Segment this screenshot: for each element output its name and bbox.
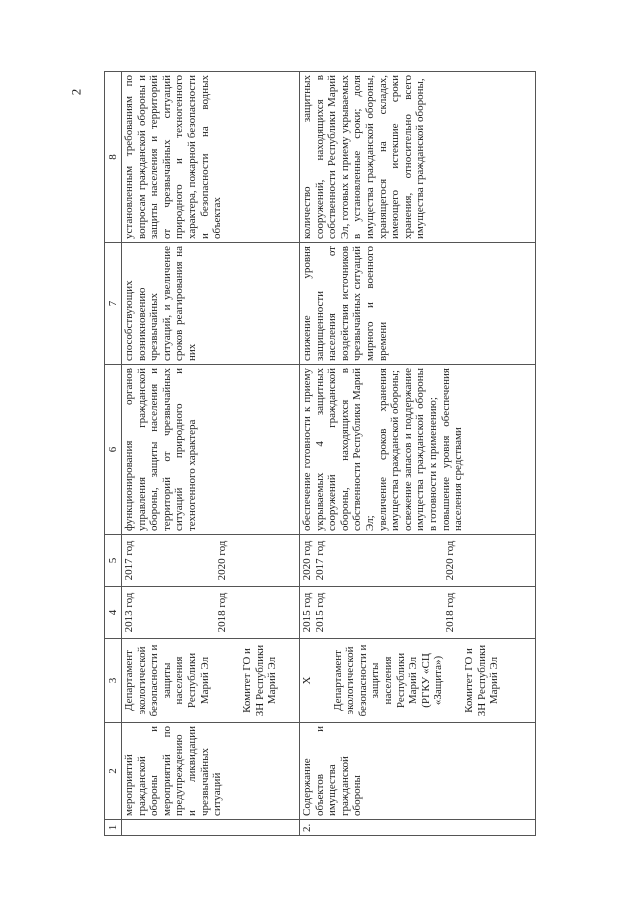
result-line: увеличение сроков хранения имущества гражданской обороны; — [376, 368, 402, 531]
rotated-table-container — [104, 72, 536, 836]
executors-cell — [300, 639, 536, 723]
program-table — [104, 71, 536, 836]
start-year: 2018 год — [444, 592, 457, 633]
column-header: 1 — [105, 820, 122, 836]
measure-name: мероприятий гражданской обороны и мероприятий по предупреждению и ликвидации чрезвычайных ситуаций — [122, 723, 300, 820]
end-year: 2017 год — [123, 540, 135, 581]
column-header: 8 — [105, 72, 122, 243]
start-year-cell — [300, 587, 536, 639]
page-number: 2 — [68, 88, 84, 96]
result-line: обеспечение готовности к приему укрываемых 4 защитных сооружений гражданской обороны, находящихся в собственности Республики Марий Эл; — [301, 368, 376, 531]
consequences: способствующих возникновению чрезвычайных ситуаций, и увеличение сроков реагирования на них — [122, 243, 300, 365]
executor: Х — [301, 676, 313, 685]
executor: Комитет ГО и ЗН Республики Марий Эл — [462, 644, 501, 717]
column-header: 2 — [105, 723, 122, 820]
end-year: 2020 год — [444, 540, 457, 581]
row-number: 2. — [300, 820, 536, 836]
executor: Комитет ГО и ЗН Республики Марий Эл — [241, 644, 279, 717]
column-header: 7 — [105, 243, 122, 365]
end-year: 2020 год — [215, 540, 228, 581]
executors-cell — [122, 639, 300, 723]
start-year: 2015 год — [301, 592, 313, 633]
row-number — [122, 820, 300, 836]
table-row — [122, 72, 300, 836]
expected-result — [300, 365, 536, 535]
start-year: 2018 год — [215, 592, 228, 633]
end-year-cell — [122, 535, 300, 587]
end-year: 2017 год — [313, 540, 326, 581]
column-header: 4 — [105, 587, 122, 639]
start-year: 2015 год — [313, 592, 326, 633]
start-year-cell — [122, 587, 300, 639]
column-header: 3 — [105, 639, 122, 723]
indicators: количество защитных сооружений, находящихся в собственности Республики Марий Эл, готовых к приему укрываемых в установленные сроки; доля имущества гражданской обороны, хранящегося на складах, имеющего истекшие сроки хранения, относительно всего имущества гражданской обороны, — [300, 72, 536, 243]
executor: Департамент экологической безопасности и защиты населения Республики Марий Эл (РГКУ «СЦ «Защита») — [331, 644, 445, 717]
measure-name: Содержание объектов и имущества гражданской обороны — [300, 723, 536, 820]
result-line: освежение запасов и поддержание имущества гражданской обороны в готовности к применению; — [401, 368, 439, 531]
start-year: 2013 год — [123, 592, 135, 633]
end-year: 2020 год — [301, 540, 313, 581]
indicators: установленным требованиям по вопросам гражданской обороны и защиты населения и территорий от чрезвычайных ситуаций природного и техногенного характера, пожарной безопасности и безопасности на водных объектах — [122, 72, 300, 243]
end-year-cell — [300, 535, 536, 587]
column-header: 5 — [105, 535, 122, 587]
result-line: повышение уровня обеспечения населения средствами — [439, 368, 465, 531]
column-header: 6 — [105, 365, 122, 535]
executor: Департамент экологической безопасности и защиты населения Республики Марий Эл — [123, 644, 211, 717]
consequences: снижение уровня защищенности населения от воздействия источников чрезвычайных ситуаций мирного и военного времени — [300, 243, 536, 365]
table-row — [300, 72, 536, 836]
expected-result: функционирования органов управления гражданской обороны, защиты населения и территорий от чрезвычайных ситуаций природного и техногенного характера — [122, 365, 300, 535]
column-number-row — [105, 72, 122, 836]
